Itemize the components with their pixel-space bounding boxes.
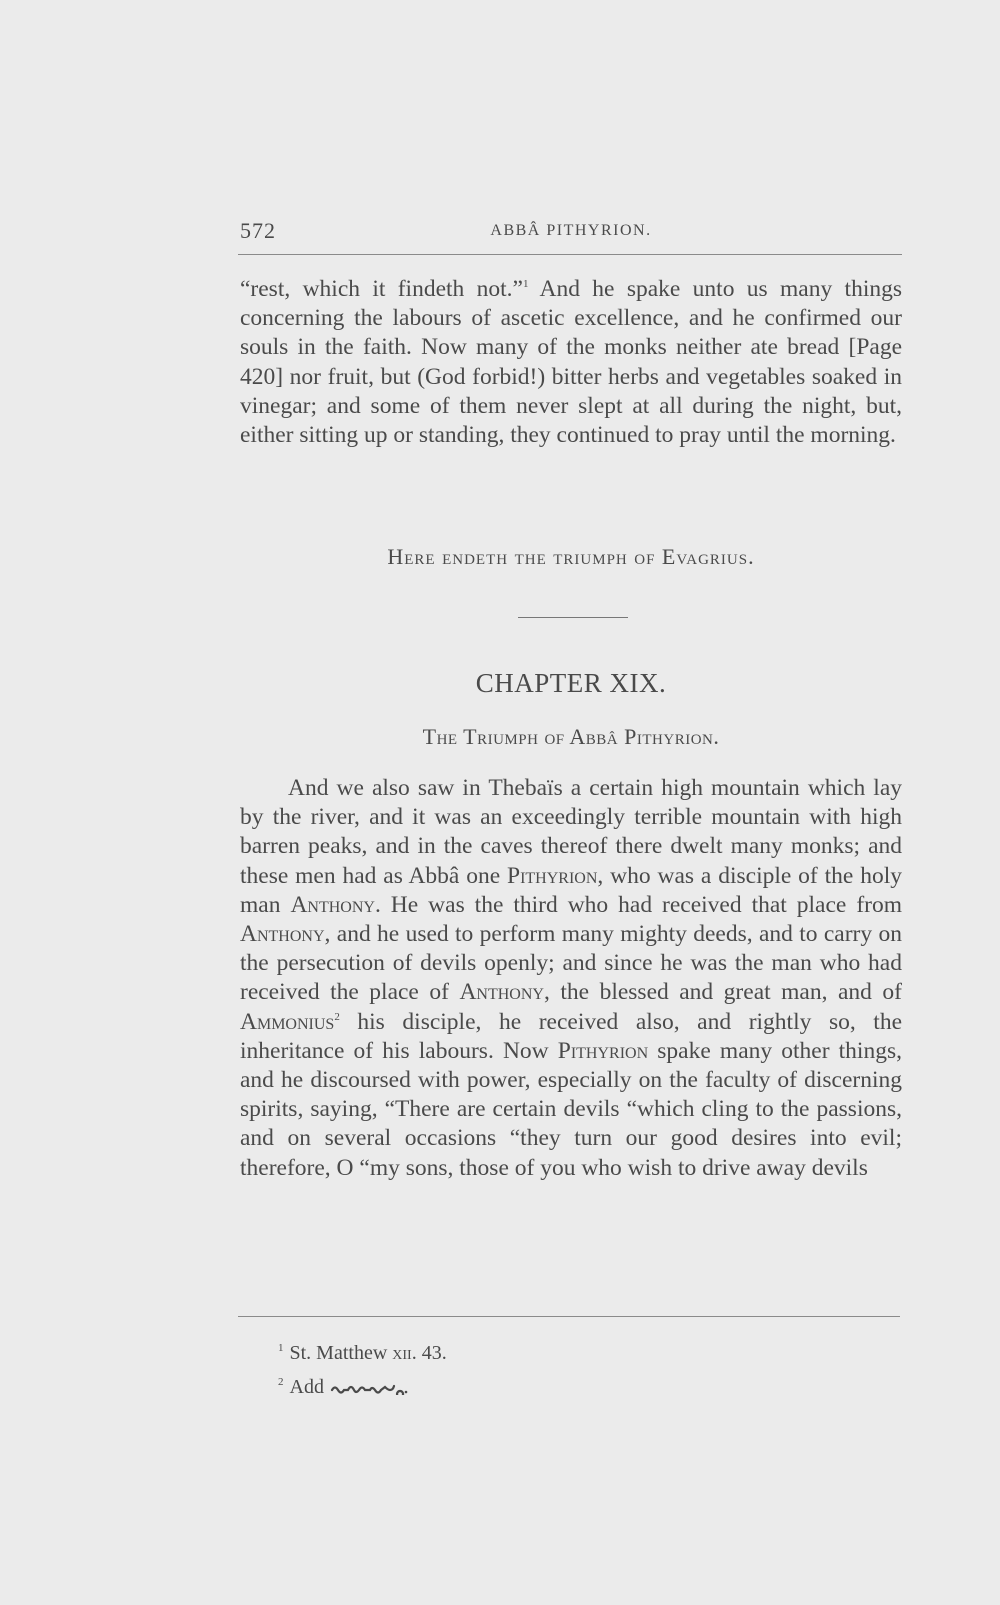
syriac-word-glyph bbox=[330, 1381, 408, 1395]
footnote-chapter: xii. bbox=[392, 1342, 417, 1364]
footnote-rule bbox=[238, 1316, 900, 1317]
section-divider bbox=[518, 617, 628, 618]
paragraph-evagrius-ending bbox=[240, 275, 902, 450]
text-segment: spake many other things, and he discoursed with power, especially on the faculty of discerning spirits, saying, “There are certain devils “which cling to the passions, and on several occasions “they turn our good desires into evil; therefore, O “my sons, those of you who wish to drive away devils bbox=[240, 1037, 902, 1181]
footnote-verse: 43. bbox=[416, 1342, 447, 1364]
text-segment: , and he used to perform many mighty deeds, and to carry on the persecution of devils openly; and since he was the man who had received the place of bbox=[240, 921, 902, 1006]
footnote-2 bbox=[278, 1368, 447, 1402]
footnote-ref-1: 1 bbox=[522, 278, 529, 290]
name-anthony: Anthony bbox=[290, 891, 375, 918]
name-anthony: Anthony bbox=[240, 921, 325, 948]
footnote-1 bbox=[278, 1334, 447, 1368]
section-ending-line: Here endeth the triumph of Evagrius. bbox=[387, 544, 755, 569]
chapter-heading: CHAPTER XIX. bbox=[475, 668, 667, 698]
text-segment: And he spake unto us many things concerning the labours of ascetic excellence, and he confirmed our souls in the faith. Now many of the monks neither ate bread [Page 420] nor fruit, but (God forbid!) bitter herbs and vegetables soaked in vinegar; and some of them never slept at all during the night, but, either sitting up or standing, they continued to pray until the morning. bbox=[240, 276, 903, 449]
text-segment: , the blessed and great man, and of bbox=[543, 979, 902, 1006]
text-segment: his disciple, he received also, and rightly so, the inheritance of his labours. Now bbox=[240, 1008, 902, 1064]
name-anthony: Anthony bbox=[459, 979, 544, 1006]
footnote-mark: 2 bbox=[278, 1376, 284, 1388]
page-number: 572 bbox=[240, 218, 276, 243]
name-pithyrion: Pithyrion bbox=[557, 1037, 649, 1064]
footnote-mark: 1 bbox=[278, 1342, 284, 1354]
name-ammonius: Ammonius bbox=[240, 1008, 335, 1035]
text-segment: , who was a disciple of the holy man bbox=[240, 862, 902, 918]
text-segment: “rest, which it findeth not.” bbox=[240, 276, 523, 302]
footnote-text: Add bbox=[289, 1376, 324, 1398]
running-head bbox=[240, 218, 902, 248]
footnote-text: St. Matthew bbox=[289, 1342, 393, 1364]
text-segment: And we also saw in Thebaïs a certain high mountain which lay by the river, and it was an exceedingly terrible mountain with high barren peaks, and in the caves thereof there dwelt many monks; and these men had as Abbâ one bbox=[240, 775, 902, 889]
name-pithyrion: Pithyrion bbox=[507, 862, 598, 889]
footnote-ref-2: 2 bbox=[334, 1010, 340, 1023]
running-title: ABBÂ PITHYRION. bbox=[490, 222, 652, 239]
chapter-subtitle: The Triumph of Abbâ Pithyrion. bbox=[422, 724, 720, 749]
text-segment: . He was the third who had received that place from bbox=[374, 891, 902, 918]
header-rule bbox=[238, 254, 902, 255]
paragraph-pithyrion bbox=[240, 774, 902, 1183]
footnotes bbox=[278, 1334, 447, 1402]
